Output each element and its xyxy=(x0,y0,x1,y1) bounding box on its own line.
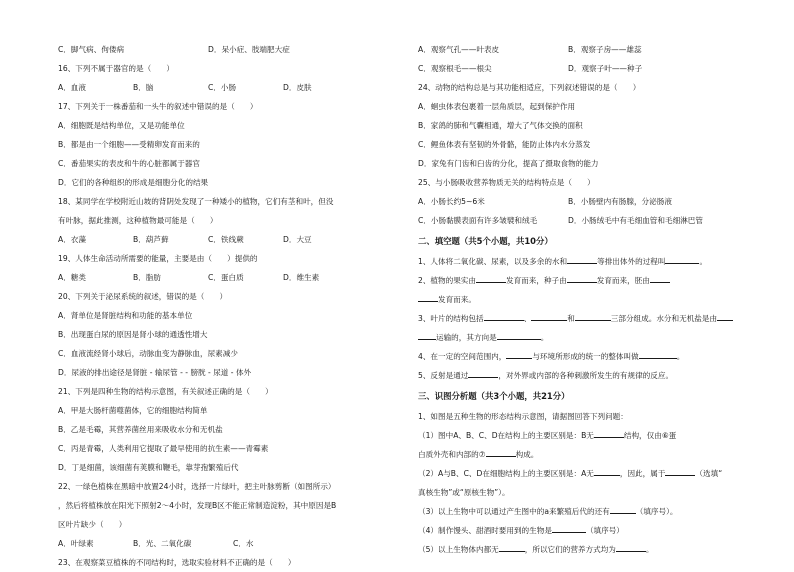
question-line: A．甲是大肠杆菌噬菌体，它的细胞结构简单 xyxy=(58,406,208,415)
answer-option: A．血液 xyxy=(58,83,86,92)
fill-text: 4、在一定的空间范围内， xyxy=(418,352,507,361)
answer-option: A．小肠长约5~6米 xyxy=(418,197,485,206)
question-line: 区叶片缺少（ ） xyxy=(58,520,127,529)
answer-blank[interactable] xyxy=(567,254,597,264)
fill-in-line xyxy=(418,366,768,385)
answer-option: B．脑 xyxy=(133,83,154,92)
right-column xyxy=(418,40,768,559)
answer-blank[interactable] xyxy=(552,523,586,533)
question-line: 16、下列不属于器官的是（ ） xyxy=(58,64,174,73)
fill-text: 5、反射是通过 xyxy=(418,371,469,380)
answer-blank[interactable] xyxy=(418,330,436,340)
answer-blank[interactable] xyxy=(499,542,525,552)
section-heading: 三、识图分析题（共3个小题，共21分） xyxy=(418,391,570,401)
answer-option: D．维生素 xyxy=(283,273,320,282)
option-row xyxy=(58,40,408,59)
answer-option: A．观察气孔——叶表皮 xyxy=(418,45,500,54)
fill-in-line xyxy=(418,445,768,464)
answer-option: C．观察根毛——根尖 xyxy=(418,64,492,73)
fill-in-line xyxy=(418,426,768,445)
fill-text: ，所以它们的营养方式均为 xyxy=(524,545,616,554)
question-line: B．都是由一个细胞——受精卵发育而来的 xyxy=(58,140,200,149)
fill-text: （3）以上生物中可以通过产生图中的a来繁殖后代的还有 xyxy=(418,507,610,516)
answer-blank[interactable] xyxy=(610,504,636,514)
fill-text: （选填“ xyxy=(695,469,723,478)
section-heading: 二、填空题（共5个小题，共10分） xyxy=(418,236,553,246)
fill-text: 构成。 xyxy=(515,450,539,459)
option-row xyxy=(58,230,408,249)
fill-text: 白质外壳和内部的⑦ xyxy=(418,450,486,459)
question-line: D．尿液的排出途径是肾脏 - 输尿管 - - 膀胱 - 尿道 - 体外 xyxy=(58,368,252,377)
question-line: 25、与小肠吸收营养物质无关的结构特点是（ ） xyxy=(418,178,595,187)
question-line: B．出现蛋白尿的原因是肾小球的通透性增大 xyxy=(58,330,208,339)
option-row xyxy=(418,211,768,230)
fill-text: 发育而来，种子由 xyxy=(506,276,567,285)
answer-option: A．衣藻 xyxy=(58,235,86,244)
fill-text: 发育而来，胚由 xyxy=(596,276,650,285)
fill-text: ，因此，属于 xyxy=(619,469,666,478)
question-line: 21、下列是四种生物的结构示意图，有关叙述正确的是（ ） xyxy=(58,387,273,396)
question-line: 18、某同学在学校附近山坡的背阴处发现了一种矮小的植物，它们有茎和叶，但没 xyxy=(58,197,334,206)
answer-option: C．小肠黏膜表面有许多皱襞和绒毛 xyxy=(418,216,538,225)
question-line: 23、在观察菜豆植株的不同结构时，选取实验材料不正确的是（ ） xyxy=(58,558,296,567)
option-row xyxy=(418,59,768,78)
answer-blank[interactable] xyxy=(594,466,620,476)
fill-text: 。 xyxy=(676,352,685,361)
fill-text: 。 xyxy=(645,545,654,554)
answer-option: B．光、二氧化碳 xyxy=(133,539,192,548)
question-line: 有叶脉，据此推测，这种植物最可能是（ ） xyxy=(58,216,218,225)
question-line: B．家鸽的肺和气囊相通，增大了气体交换的面积 xyxy=(418,121,583,130)
question-line: C．番茄果实的表皮和牛的心脏都属于器官 xyxy=(58,159,200,168)
fill-text: （2）A与B、C、D在细胞结构上的主要区别是：A无 xyxy=(418,469,594,478)
answer-blank[interactable] xyxy=(567,273,597,283)
question-line: 1、如图是五种生物的形态结构示意图，请据图回答下列问题： xyxy=(418,412,628,421)
fill-text: 3、叶片的结构包括 xyxy=(418,314,484,323)
answer-option: D．小肠绒毛中有毛细血管和毛细淋巴管 xyxy=(568,216,703,225)
answer-option: C．蛋白质 xyxy=(208,273,244,282)
answer-blank[interactable] xyxy=(650,273,670,283)
answer-blank[interactable] xyxy=(468,368,498,378)
answer-option: C．水 xyxy=(233,539,254,548)
answer-option: B．脂肪 xyxy=(133,273,161,282)
fill-text: 1、人体将二氧化碳、尿素，以及多余的水和 xyxy=(418,257,568,266)
answer-blank[interactable] xyxy=(717,311,733,321)
question-line: 20、下列关于泌尿系统的叙述，错误的是（ ） xyxy=(58,292,228,301)
fill-in-line xyxy=(418,309,768,328)
answer-blank[interactable] xyxy=(497,330,541,340)
option-row xyxy=(58,268,408,287)
left-column xyxy=(58,40,408,572)
answer-blank[interactable] xyxy=(616,542,646,552)
answer-option: D．呆小症、肢端肥大症 xyxy=(208,45,290,54)
answer-option: A．叶绿素 xyxy=(58,539,94,548)
question-line: D．它们的各种组织的形成是细胞分化的结果 xyxy=(58,178,209,187)
answer-blank[interactable] xyxy=(506,349,532,359)
fill-text: 结构，仅由⑥蛋 xyxy=(623,431,677,440)
answer-option: B．观察子房——雄蕊 xyxy=(568,45,642,54)
fill-text: 等排出体外的过程叫 xyxy=(597,257,666,266)
question-line: 19、人体生命活动所需要的能量，主要是由（ ）提供的 xyxy=(58,254,258,263)
fill-in-line xyxy=(418,271,768,290)
answer-option: C．铁线蕨 xyxy=(208,235,244,244)
fill-text: （1）图中A、B、C、D在结构上的主要区别是：B无 xyxy=(418,431,594,440)
fill-text: （填序号）。 xyxy=(635,507,678,516)
question-line: C．血液流经肾小球后，动脉血变为静脉血，尿素减少 xyxy=(58,349,238,358)
fill-in-line xyxy=(418,328,768,347)
fill-text: 、 xyxy=(523,314,532,323)
answer-option: B．葫芦藓 xyxy=(133,235,169,244)
answer-option: B．小肠壁内有肠腺，分泌肠液 xyxy=(568,197,672,206)
answer-blank[interactable] xyxy=(486,447,516,457)
fill-text: （填序号） xyxy=(585,526,624,535)
answer-option: A．糖类 xyxy=(58,273,86,282)
fill-text: 三部分组成。水分和无机盐是由 xyxy=(610,314,718,323)
question-line: 真核生物”或“原核生物”）。 xyxy=(418,488,510,497)
option-row xyxy=(418,192,768,211)
fill-text: ，对外界或内部的各种刺激所发生的有规律的反应。 xyxy=(498,371,674,380)
fill-in-line xyxy=(418,252,768,271)
fill-in-line xyxy=(418,347,768,366)
answer-blank[interactable] xyxy=(665,466,695,476)
fill-text: 和 xyxy=(567,314,575,323)
question-line: A．肾单位是肾脏结构和功能的基本单位 xyxy=(58,311,193,320)
fill-text: （5）以上生物体内都无 xyxy=(418,545,499,554)
fill-text: 与环境所形成的统一的整体叫做 xyxy=(532,352,639,361)
fill-text: 2、植物的果实由 xyxy=(418,276,476,285)
answer-option: D．观察子叶——种子 xyxy=(568,64,643,73)
fill-in-line xyxy=(418,502,768,521)
option-row xyxy=(58,78,408,97)
answer-blank[interactable] xyxy=(476,273,506,283)
question-line: A．细胞既是结构单位，又是功能单位 xyxy=(58,121,185,130)
question-line: 17、下列关于一株番茄和一头牛的叙述中错误的是（ ） xyxy=(58,102,258,111)
question-line: C．丙是青霉，人类利用它提取了最早使用的抗生素——青霉素 xyxy=(58,444,269,453)
answer-option: D．大豆 xyxy=(283,235,312,244)
question-line: ，然后将植株放在阳光下照射2～4小时，发现B区不能正常制造淀粉，其中原因是B xyxy=(58,501,337,510)
question-line: B．乙是毛霉，其营养菌丝用来吸收水分和无机盐 xyxy=(58,425,223,434)
answer-blank[interactable] xyxy=(575,311,611,321)
fill-in-line xyxy=(418,464,768,483)
fill-text: （4）制作馒头、甜酒时要用到的生物是 xyxy=(418,526,552,535)
fill-text: 。 xyxy=(699,257,708,266)
question-line: A．蛔虫体表包裹着一层角质层，起到保护作用 xyxy=(418,102,576,111)
question-line: C．鲤鱼体表有坚韧的外骨骼，能防止体内水分蒸发 xyxy=(418,140,591,149)
fill-in-line xyxy=(418,290,768,309)
answer-blank[interactable] xyxy=(665,254,699,264)
fill-text: 。 xyxy=(540,333,549,342)
question-line: 24、动物的结构总是与其功能相适应，下列叙述错误的是（ ） xyxy=(418,83,641,92)
answer-option: C．小肠 xyxy=(208,83,237,92)
answer-option: D．皮肤 xyxy=(283,83,312,92)
question-line: D．家兔有门齿和臼齿的分化，提高了摄取食物的能力 xyxy=(418,159,599,168)
answer-blank[interactable] xyxy=(639,349,677,359)
question-line: D．丁是细菌，该细菌有荚膜和鞭毛，靠芽孢繁殖后代 xyxy=(58,463,239,472)
fill-text: 发育而来。 xyxy=(438,295,476,304)
answer-option: C．脚气病、佝偻病 xyxy=(58,45,125,54)
fill-in-line xyxy=(418,521,768,540)
fill-text: 运输的，其方向是 xyxy=(436,333,497,342)
answer-blank[interactable] xyxy=(594,428,624,438)
answer-blank[interactable] xyxy=(531,311,567,321)
question-line: 22、一绿色植株在黑暗中放置24小时，选择一片绿叶，把主叶脉剪断（如图所示） xyxy=(58,482,336,491)
option-row xyxy=(418,40,768,59)
answer-blank[interactable] xyxy=(418,292,438,302)
option-row xyxy=(58,534,408,553)
answer-blank[interactable] xyxy=(484,311,524,321)
